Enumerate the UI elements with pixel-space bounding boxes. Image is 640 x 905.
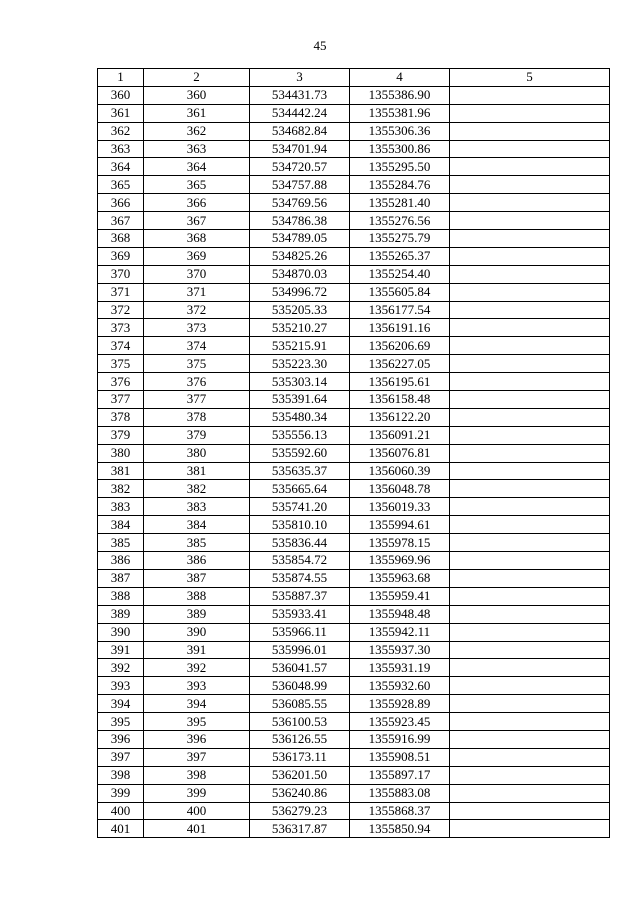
table-row: [98, 462, 610, 480]
table-cell: 360: [98, 86, 144, 104]
table-row: [98, 230, 610, 248]
table-cell: 1355897.17: [350, 766, 450, 784]
table-cell: 1356206.69: [350, 337, 450, 355]
table-cell: 1355300.86: [350, 140, 450, 158]
table-cell: 362: [98, 122, 144, 140]
table-cell: 394: [144, 695, 250, 713]
table-cell: 400: [144, 802, 250, 820]
table-cell: 398: [98, 766, 144, 784]
table-cell: 534442.24: [250, 104, 350, 122]
table-cell: [450, 230, 610, 248]
table-cell: 1355381.96: [350, 104, 450, 122]
table-cell: 534757.88: [250, 176, 350, 194]
table-row: [98, 695, 610, 713]
table-cell: 1355605.84: [350, 283, 450, 301]
table-cell: 361: [98, 104, 144, 122]
table-cell: 1355850.94: [350, 820, 450, 838]
table-cell: 366: [98, 194, 144, 212]
table-cell: 401: [98, 820, 144, 838]
page-number: 45: [313, 38, 327, 53]
table-row: [98, 247, 610, 265]
table-cell: 535556.13: [250, 426, 350, 444]
table-cell: 535741.20: [250, 498, 350, 516]
table-cell: 1356076.81: [350, 444, 450, 462]
table-cell: 534769.56: [250, 194, 350, 212]
table-cell: 534431.73: [250, 86, 350, 104]
table-cell: 392: [144, 659, 250, 677]
table-cell: 363: [144, 140, 250, 158]
table-cell: 401: [144, 820, 250, 838]
table-cell: [450, 444, 610, 462]
table-row: [98, 766, 610, 784]
table-cell: 379: [144, 426, 250, 444]
table-cell: 395: [98, 713, 144, 731]
table-cell: 387: [144, 569, 250, 587]
table-cell: [450, 623, 610, 641]
table-row: [98, 480, 610, 498]
table-cell: [450, 534, 610, 552]
table-cell: 370: [98, 265, 144, 283]
column-header: 1: [98, 69, 144, 87]
table-cell: [450, 212, 610, 230]
table-cell: [450, 480, 610, 498]
table-row: [98, 426, 610, 444]
table-cell: 1355928.89: [350, 695, 450, 713]
table-row: [98, 319, 610, 337]
table-row: [98, 104, 610, 122]
table-cell: 1355963.68: [350, 569, 450, 587]
table-cell: 364: [98, 158, 144, 176]
table-cell: 384: [144, 516, 250, 534]
table-cell: 386: [144, 552, 250, 570]
table-cell: 1356091.21: [350, 426, 450, 444]
table-cell: 535854.72: [250, 552, 350, 570]
table-body: [98, 86, 610, 837]
table-cell: 535874.55: [250, 569, 350, 587]
table-cell: 388: [144, 587, 250, 605]
table-header-row: [98, 69, 610, 87]
table-cell: 534996.72: [250, 283, 350, 301]
table-cell: 394: [98, 695, 144, 713]
table-cell: 372: [144, 301, 250, 319]
table-cell: [450, 713, 610, 731]
table-cell: 367: [144, 212, 250, 230]
table-cell: 382: [144, 480, 250, 498]
table-cell: 382: [98, 480, 144, 498]
table-row: [98, 283, 610, 301]
table-cell: 376: [98, 373, 144, 391]
table-cell: 383: [98, 498, 144, 516]
table-cell: [450, 265, 610, 283]
table-cell: 535303.14: [250, 373, 350, 391]
table-cell: 371: [144, 283, 250, 301]
table-cell: 385: [98, 534, 144, 552]
table-cell: 379: [98, 426, 144, 444]
table-cell: 1355994.61: [350, 516, 450, 534]
table-cell: 535210.27: [250, 319, 350, 337]
table-row: [98, 552, 610, 570]
coordinates-table: [97, 68, 610, 838]
table-cell: 534682.84: [250, 122, 350, 140]
table-cell: [450, 158, 610, 176]
table-cell: [450, 247, 610, 265]
table-row: [98, 516, 610, 534]
table-cell: 368: [98, 230, 144, 248]
table-cell: 395: [144, 713, 250, 731]
table-cell: 535391.64: [250, 391, 350, 409]
table-cell: 369: [144, 247, 250, 265]
table-cell: [450, 140, 610, 158]
table-cell: 536240.86: [250, 784, 350, 802]
table-cell: 396: [98, 730, 144, 748]
table-cell: 536041.57: [250, 659, 350, 677]
table-cell: [450, 748, 610, 766]
table-cell: 536126.55: [250, 730, 350, 748]
table-cell: 390: [144, 623, 250, 641]
table-cell: 1355284.76: [350, 176, 450, 194]
table-cell: 536100.53: [250, 713, 350, 731]
table-row: [98, 534, 610, 552]
table-cell: 1355923.45: [350, 713, 450, 731]
table-cell: 1355932.60: [350, 677, 450, 695]
table-cell: 393: [98, 677, 144, 695]
table-cell: 1356122.20: [350, 408, 450, 426]
table-cell: 397: [144, 748, 250, 766]
table-cell: 364: [144, 158, 250, 176]
table-cell: 365: [98, 176, 144, 194]
table-cell: 1356195.61: [350, 373, 450, 391]
table-cell: 536048.99: [250, 677, 350, 695]
table-row: [98, 641, 610, 659]
table-cell: 385: [144, 534, 250, 552]
table-cell: 391: [144, 641, 250, 659]
table-row: [98, 605, 610, 623]
table-cell: 535933.41: [250, 605, 350, 623]
table-cell: 1355959.41: [350, 587, 450, 605]
table-cell: 534825.26: [250, 247, 350, 265]
table-cell: 536279.23: [250, 802, 350, 820]
table-cell: 363: [98, 140, 144, 158]
table-cell: 1356019.33: [350, 498, 450, 516]
table-cell: 1356191.16: [350, 319, 450, 337]
table-cell: 375: [98, 355, 144, 373]
table-cell: [450, 301, 610, 319]
table-cell: 535996.01: [250, 641, 350, 659]
column-header: 4: [350, 69, 450, 87]
table-row: [98, 391, 610, 409]
table-cell: 390: [98, 623, 144, 641]
table-cell: 1355916.99: [350, 730, 450, 748]
table-cell: [450, 373, 610, 391]
table-cell: [450, 516, 610, 534]
table-cell: 535205.33: [250, 301, 350, 319]
table-cell: 389: [98, 605, 144, 623]
table-cell: 378: [98, 408, 144, 426]
table-row: [98, 373, 610, 391]
table-cell: 1355978.15: [350, 534, 450, 552]
table-cell: 534786.38: [250, 212, 350, 230]
table-cell: 366: [144, 194, 250, 212]
table-cell: 535592.60: [250, 444, 350, 462]
table-cell: 380: [98, 444, 144, 462]
table-cell: 362: [144, 122, 250, 140]
table-row: [98, 337, 610, 355]
table-row: [98, 587, 610, 605]
table-cell: 397: [98, 748, 144, 766]
table-cell: [450, 319, 610, 337]
table-cell: 381: [98, 462, 144, 480]
table-cell: 1355295.50: [350, 158, 450, 176]
table-cell: 384: [98, 516, 144, 534]
table-cell: 370: [144, 265, 250, 283]
table-cell: 387: [98, 569, 144, 587]
table-cell: [450, 86, 610, 104]
table-cell: 380: [144, 444, 250, 462]
table-row: [98, 301, 610, 319]
table-cell: 535635.37: [250, 462, 350, 480]
table-cell: 376: [144, 373, 250, 391]
table-cell: 386: [98, 552, 144, 570]
table-cell: 535223.30: [250, 355, 350, 373]
table-cell: [450, 641, 610, 659]
table-cell: 375: [144, 355, 250, 373]
table-row: [98, 444, 610, 462]
table-cell: [450, 462, 610, 480]
table-cell: 536173.11: [250, 748, 350, 766]
table-cell: 534870.03: [250, 265, 350, 283]
table-cell: 1355942.11: [350, 623, 450, 641]
table-cell: 1356227.05: [350, 355, 450, 373]
table-cell: 535665.64: [250, 480, 350, 498]
table-cell: 392: [98, 659, 144, 677]
table-row: [98, 212, 610, 230]
table-cell: 361: [144, 104, 250, 122]
table-cell: 374: [98, 337, 144, 355]
table-cell: 1356048.78: [350, 480, 450, 498]
table-row: [98, 408, 610, 426]
table-cell: 1356158.48: [350, 391, 450, 409]
table-cell: 536085.55: [250, 695, 350, 713]
table-cell: 1355868.37: [350, 802, 450, 820]
table-cell: 383: [144, 498, 250, 516]
table-cell: [450, 730, 610, 748]
table-cell: 535215.91: [250, 337, 350, 355]
table-cell: 365: [144, 176, 250, 194]
table-row: [98, 122, 610, 140]
table-cell: [450, 784, 610, 802]
table-cell: [450, 569, 610, 587]
table-cell: 391: [98, 641, 144, 659]
table-cell: 399: [144, 784, 250, 802]
table-row: [98, 713, 610, 731]
table-cell: 373: [98, 319, 144, 337]
table-cell: 369: [98, 247, 144, 265]
table-cell: 535887.37: [250, 587, 350, 605]
table-cell: 377: [98, 391, 144, 409]
table-cell: 1355969.96: [350, 552, 450, 570]
table-cell: 1355306.36: [350, 122, 450, 140]
table-cell: 534720.57: [250, 158, 350, 176]
table-row: [98, 498, 610, 516]
table-row: [98, 802, 610, 820]
table-cell: [450, 194, 610, 212]
table-row: [98, 265, 610, 283]
table-cell: [450, 552, 610, 570]
table-row: [98, 730, 610, 748]
table-cell: 1355883.08: [350, 784, 450, 802]
table-cell: [450, 426, 610, 444]
table-row: [98, 176, 610, 194]
table-cell: 535810.10: [250, 516, 350, 534]
table-cell: 360: [144, 86, 250, 104]
table-cell: [450, 677, 610, 695]
table-cell: 381: [144, 462, 250, 480]
table-cell: [450, 391, 610, 409]
table-row: [98, 355, 610, 373]
column-header: 3: [250, 69, 350, 87]
table-row: [98, 820, 610, 838]
table-cell: [450, 104, 610, 122]
table-cell: 1355386.90: [350, 86, 450, 104]
table-cell: 371: [98, 283, 144, 301]
table-cell: 388: [98, 587, 144, 605]
table-cell: 1355908.51: [350, 748, 450, 766]
table-cell: [450, 695, 610, 713]
table-cell: 1355265.37: [350, 247, 450, 265]
table-cell: [450, 605, 610, 623]
table-cell: 400: [98, 802, 144, 820]
table-row: [98, 659, 610, 677]
table-row: [98, 677, 610, 695]
column-header: 2: [144, 69, 250, 87]
table-cell: [450, 122, 610, 140]
table-cell: 396: [144, 730, 250, 748]
table-cell: 535480.34: [250, 408, 350, 426]
table-cell: [450, 820, 610, 838]
table-row: [98, 569, 610, 587]
table-cell: [450, 408, 610, 426]
table-cell: 398: [144, 766, 250, 784]
table-cell: 367: [98, 212, 144, 230]
table-cell: [450, 587, 610, 605]
table-row: [98, 86, 610, 104]
table-cell: 1355937.30: [350, 641, 450, 659]
table-row: [98, 623, 610, 641]
table-cell: 534789.05: [250, 230, 350, 248]
table-cell: 372: [98, 301, 144, 319]
table-cell: 1355281.40: [350, 194, 450, 212]
table-row: [98, 784, 610, 802]
table-cell: [450, 337, 610, 355]
table-cell: [450, 176, 610, 194]
table-row: [98, 140, 610, 158]
table-cell: 377: [144, 391, 250, 409]
table-cell: 534701.94: [250, 140, 350, 158]
table-cell: 535836.44: [250, 534, 350, 552]
table-row: [98, 748, 610, 766]
table-cell: 1355931.19: [350, 659, 450, 677]
table-cell: 1355948.48: [350, 605, 450, 623]
table-cell: 1356060.39: [350, 462, 450, 480]
table-cell: 1356177.54: [350, 301, 450, 319]
table-cell: [450, 498, 610, 516]
table-cell: 389: [144, 605, 250, 623]
table-cell: 373: [144, 319, 250, 337]
table-cell: 1355254.40: [350, 265, 450, 283]
table-cell: 368: [144, 230, 250, 248]
table-cell: [450, 283, 610, 301]
table-row: [98, 158, 610, 176]
table-cell: 536201.50: [250, 766, 350, 784]
table-cell: 378: [144, 408, 250, 426]
table-cell: 399: [98, 784, 144, 802]
table-cell: [450, 802, 610, 820]
table-cell: 374: [144, 337, 250, 355]
table-cell: [450, 766, 610, 784]
table-cell: 393: [144, 677, 250, 695]
table-cell: [450, 355, 610, 373]
table-cell: [450, 659, 610, 677]
table-cell: 1355276.56: [350, 212, 450, 230]
table-cell: 1355275.79: [350, 230, 450, 248]
table-cell: 536317.87: [250, 820, 350, 838]
table-cell: 535966.11: [250, 623, 350, 641]
column-header: 5: [450, 69, 610, 87]
table-row: [98, 194, 610, 212]
